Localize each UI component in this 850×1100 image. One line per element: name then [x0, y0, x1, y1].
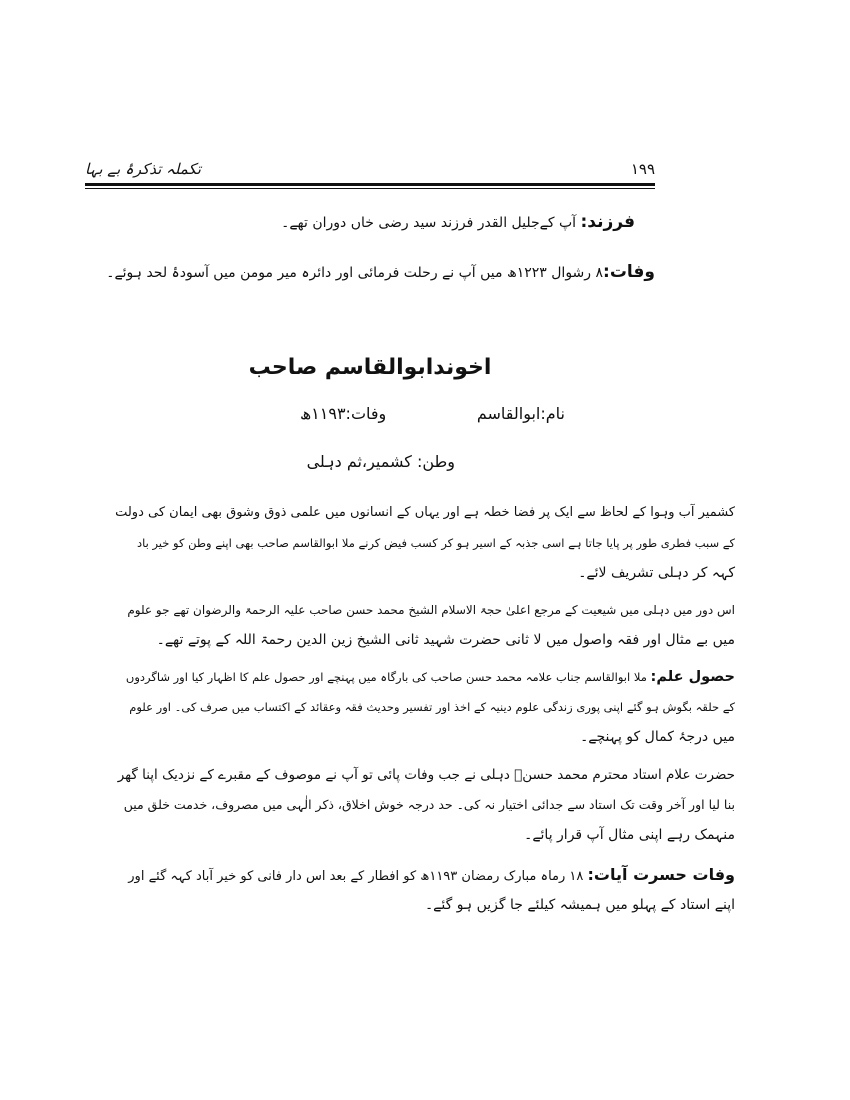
- p5-line-2: اپنے استاد کے پہلو میں ہمیشہ کیلئے جا گزیں ہو گئے۔: [424, 897, 735, 913]
- book-title: تکملہ تذکرۂ بے بہا: [85, 160, 201, 178]
- son-label: فرزند:: [580, 212, 635, 232]
- death-text: ۸ رشوال ۱۲۲۳ھ میں آپ نے رحلت فرمائی اور دائرہ میر مومن میں آسودۂ لحد ہوئے۔: [106, 265, 604, 281]
- p3-line-3: میں درجۂ کمال کو پہنچے۔: [580, 729, 735, 745]
- son-line: [281, 212, 635, 233]
- p3-line-2: کے حلقہ بگوش ہو گئے اپنی پوری زندگی علوم دینیہ کے اخذ اور تفسیر وحدیث فقہ وعقائد کے اکتساب میں صرف کی۔ اور علوم: [129, 700, 735, 714]
- son-text: آپ کےجلیل القدر فرزند سید رضی خاں دوران تھے۔: [281, 215, 581, 231]
- header-rule-thick: [85, 183, 655, 186]
- p4-line-1: حضرت علام استاد محترم محمد حسنؒ دہلی نے جب وفات پائی تو آپ نے موصوف کے مقبرے کے نزدیک اپنا گھر: [117, 767, 735, 783]
- p1-line-1: کشمیر آب وہوا کے لحاظ سے ایک پر فضا خطہ ہے اور یہاں کے انسانوں میں علمی ذوق وشوق بھی ایمان کی دولت: [115, 505, 735, 520]
- p4-line-2: بنا لیا اور آخر وقت تک استاد سے جدائی اختیار نہ کی۔ حد درجہ خوش اخلاق، ذکر الٰہی میں مصروف، خدمت خلق میں: [123, 797, 735, 812]
- death-label: وفات:: [603, 262, 655, 282]
- p3-label: حصول علم:: [650, 669, 735, 685]
- homeland-field: وطن: کشمیر،ثم دہلی: [306, 452, 455, 471]
- p5-label: وفات حسرت آیات:: [587, 865, 735, 884]
- meta-row: [300, 404, 565, 430]
- running-head: [85, 160, 655, 184]
- section-title: اخوندابوالقاسم صاحب: [248, 355, 492, 380]
- p4-line-3: منہمک رہے اپنی مثال آپ قرار پائے۔: [524, 827, 735, 843]
- p3-line-1: [126, 667, 735, 687]
- death-year-field: وفات:۱۱۹۳ھ: [300, 404, 387, 423]
- header-rule-thin: [85, 188, 655, 189]
- p2-line-2: میں بے مثال اور فقہ واصول میں لا ثانی حضرت شہید ثانی الشیخ زین الدین رحمۃ اللہ کے پوتے تھے۔: [156, 632, 735, 648]
- death-line: [106, 262, 655, 283]
- page-number: ۱۹۹: [630, 160, 655, 178]
- p5-line-1: [128, 865, 735, 887]
- p2-line-1: اس دور میں دہلی میں شیعیت کے مرجع اعلیٰ حجۃ الاسلام الشیخ محمد حسن صاحب علیہ الرحمۃ والرضوان تھے جو علوم: [127, 603, 735, 617]
- p3-first-text: ملا ابوالقاسم جناب علامہ محمد حسن صاحب کی بارگاہ میں پہنچے اور حصول علم کا اظہار کیا اور شاگردوں: [125, 670, 651, 684]
- p1-line-2: کے سبب فطری طور پر پایا جاتا ہے اسی جذبہ کے اسیر ہو کر کسب فیض کرنے ملا ابوالقاسم صاحب بھی اپنے وطن کو خیر باد: [136, 536, 735, 550]
- p1-line-3: کہہ کر دہلی تشریف لائے۔: [578, 565, 735, 581]
- p5-first-text: ۱۸ رماہ مبارک رمضان ۱۱۹۳ھ کو افطار کے بعد اس دار فانی کو خیر آباد کہہ گئے اور: [128, 869, 588, 884]
- name-field: نام:ابوالقاسم: [476, 404, 565, 423]
